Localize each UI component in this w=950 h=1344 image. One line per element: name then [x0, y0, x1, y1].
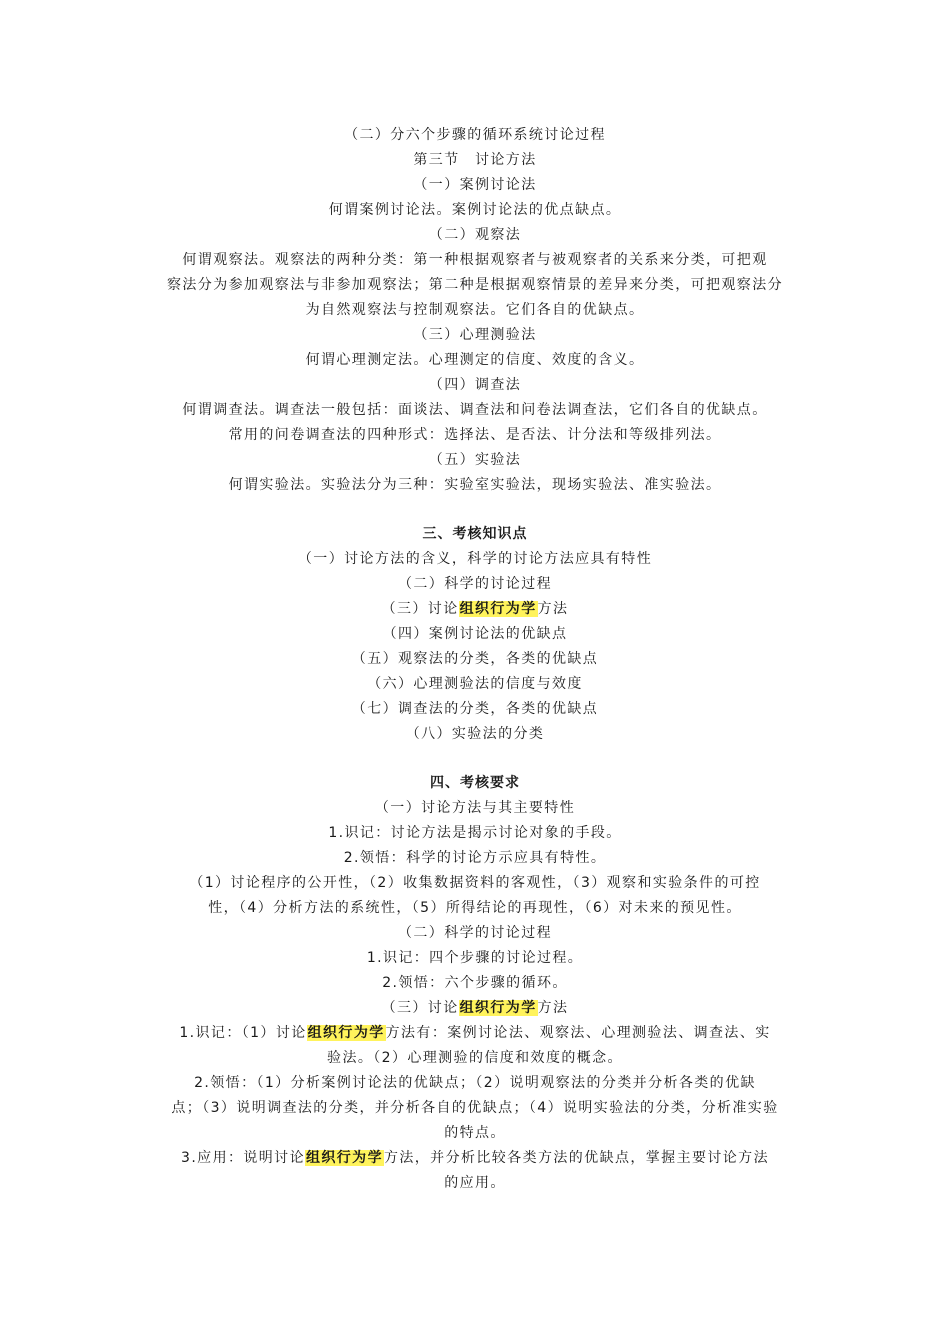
text-line: 何谓调查法。调查法一般包括：面谈法、调查法和问卷法调查法，它们各自的优缺点。 [182, 402, 768, 418]
list-item: （一）讨论方法的含义，科学的讨论方法应具有特性 [297, 551, 653, 567]
text-line: 何谓实验法。实验法分为三种：实验室实验法，现场实验法、准实验法。 [228, 477, 722, 493]
list-item [0, 597, 950, 622]
text-line: （二）分六个步骤的循环系统讨论过程 [344, 127, 606, 143]
list-item: （六）心理测验法的信度与效度 [367, 676, 583, 692]
section-title: 第三节 讨论方法 [413, 152, 537, 168]
text-line: 验法。（2）心理测验的信度和效度的概念。 [327, 1050, 623, 1066]
text-line: 为自然观察法与控制观察法。它们各自的优缺点。 [305, 302, 645, 318]
text-line: 1.识记：四个步骤的讨论过程。 [366, 950, 584, 966]
highlighted-term: 组织行为学 [305, 1150, 383, 1166]
list-item: （四）案例讨论法的优缺点 [382, 626, 568, 642]
list-item: （五）观察法的分类，各类的优缺点 [351, 651, 599, 667]
text-segment: 方法 [537, 1000, 569, 1016]
text-segment: 方法 [537, 601, 569, 617]
list-item: （八）实验法的分类 [405, 726, 545, 742]
text-line: 2.领悟：科学的讨论方示应具有特性。 [343, 850, 607, 866]
subsection-title: （三）心理测验法 [413, 327, 537, 343]
text-line: 何谓心理测定法。心理测定的信度、效度的含义。 [305, 352, 645, 368]
text-line: （1）讨论程序的公开性，（2）收集数据资料的客观性，（3）观察和实验条件的可控 [189, 875, 761, 891]
text-line: 察法分为参加观察法与非参加观察法；第二种是根据观察情景的差异来分类，可把观察法分 [167, 277, 783, 293]
text-line: 何谓观察法。观察法的两种分类：第一种根据观察者与被观察者的关系来分类，可把观 [182, 252, 768, 268]
subsection-title: （五）实验法 [428, 452, 522, 468]
list-item: （二）科学的讨论过程 [398, 576, 552, 592]
text-line: 的特点。 [444, 1125, 506, 1141]
text-line: 1.识记：讨论方法是揭示讨论对象的手段。 [328, 825, 622, 841]
text-line: 何谓案例讨论法。案例讨论法的优点缺点。 [328, 202, 622, 218]
text-line: 的应用。 [444, 1175, 506, 1191]
highlighted-term: 组织行为学 [459, 601, 537, 617]
subsection-title: （二）科学的讨论过程 [398, 925, 552, 941]
list-item: （七）调查法的分类，各类的优缺点 [351, 701, 599, 717]
text-line [0, 1146, 950, 1171]
heading-requirements: 四、考核要求 [430, 775, 520, 791]
text-segment: 方法，并分析比较各类方法的优缺点，掌握主要讨论方法 [383, 1150, 769, 1166]
text-segment: 3.应用：说明讨论 [181, 1150, 305, 1166]
subsection-title: （一）案例讨论法 [413, 177, 537, 193]
text-segment: （三）讨论 [381, 601, 459, 617]
text-segment: 1.识记：（1）讨论 [179, 1025, 307, 1041]
text-line: 性，（4）分析方法的系统性，（5）所得结论的再现性，（6）对未来的预见性。 [208, 900, 742, 916]
subsection-title [0, 996, 950, 1021]
highlighted-term: 组织行为学 [459, 1000, 537, 1016]
text-line: 点；（3）说明调查法的分类，并分析各自的优缺点；（4）说明实验法的分类，分析准实验 [171, 1100, 779, 1116]
highlighted-term: 组织行为学 [307, 1025, 385, 1041]
subsection-title: （二）观察法 [428, 227, 522, 243]
text-line: 2.领悟：六个步骤的循环。 [382, 975, 568, 991]
text-line: 2.领悟：（1）分析案例讨论法的优缺点；（2）说明观察法的分类并分析各类的优缺 [194, 1075, 756, 1091]
subsection-title: （一）讨论方法与其主要特性 [374, 800, 576, 816]
heading-knowledge-points: 三、考核知识点 [422, 526, 528, 542]
text-segment: 方法有：案例讨论法、观察法、心理测验法、调查法、实 [385, 1025, 771, 1041]
text-segment: （三）讨论 [381, 1000, 459, 1016]
text-line: 常用的问卷调查法的四种形式：选择法、是否法、计分法和等级排列法。 [228, 427, 722, 443]
subsection-title: （四）调查法 [428, 377, 522, 393]
text-line [0, 1021, 950, 1046]
